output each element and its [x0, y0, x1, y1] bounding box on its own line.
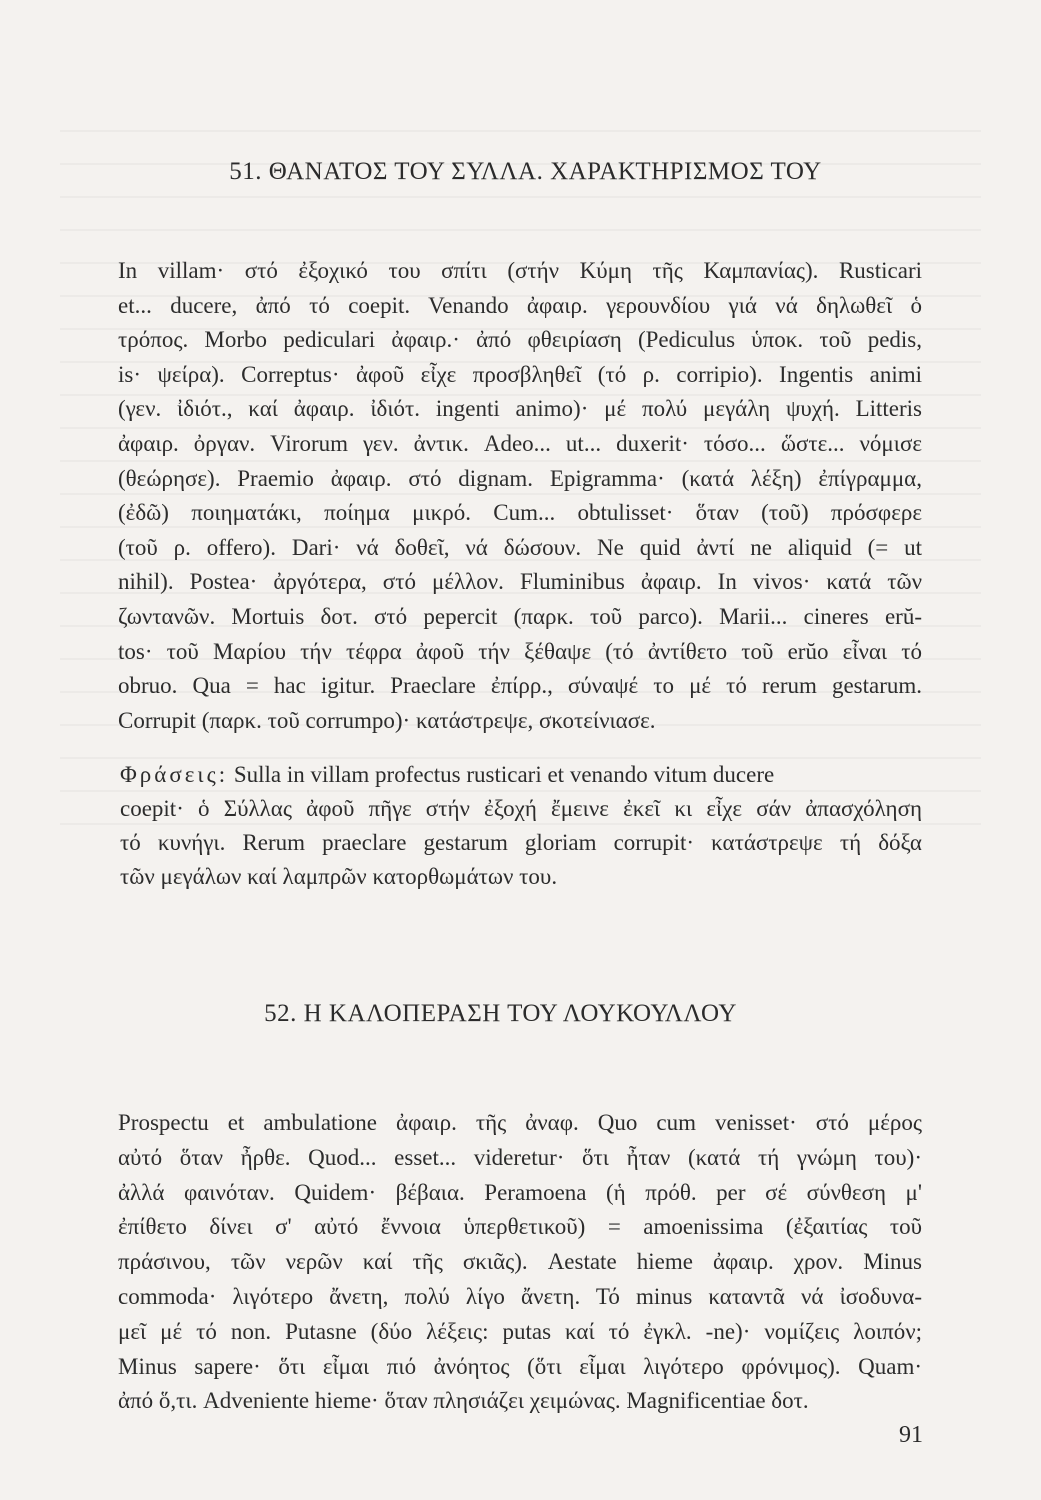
- text-line: commoda· λιγότερο ἄνετη, πολύ λίγο ἄνετη. Τό minus καταντᾶ νά ἰσοδυνα-: [118, 1284, 922, 1309]
- text-line: ἀλλά φαινόταν. Quidem· βέβαια. Peramoena (ἡ πρόθ. per σέ σύνθεση μ': [118, 1179, 922, 1205]
- page-number: 91: [899, 1422, 923, 1448]
- phrases-line-3: τό κυνήγι. Rerum praeclare gestarum gloriam corrupit· κατάστρεψε τή δόξα: [120, 830, 922, 855]
- text-line: et... ducere, ἀπό τό coepit. Venando ἀφαιρ. γερουνδίου γιά νά δηλωθεῖ ὁ: [118, 292, 922, 318]
- text-line: μεῖ μέ τό non. Putasne (δύο λέξεις: putas καί τό ἐγκλ. -ne)· νομίζεις λοιπόν;: [118, 1318, 922, 1344]
- text-line: ζωντανῶν. Mortuis δοτ. στό pepercit (παρκ. τοῦ parco). Marii... cineres erŭ-: [118, 604, 923, 629]
- text-line: is· ψείρα). Correptus· ἀφοῦ εἶχε προσβληθεῖ (τό ρ. corripio). Ingentis animi: [118, 361, 922, 387]
- phrases-line-1: [120, 760, 922, 790]
- text-line: αὐτό ὅταν ἦρθε. Quod... esset... videretur· ὅτι ἦταν (κατά τή γνώμη του)·: [118, 1144, 922, 1170]
- phrases-text: Sulla in villam profectus rusticari et venando vitum ducere: [233, 762, 775, 787]
- text-line: nihil). Postea· ἀργότερα, στό μέλλον. Fluminibus ἀφαιρ. In vivos· κατά τῶν: [118, 569, 922, 595]
- text-line: (ἐδῶ) ποιηματάκι, ποίημα μικρό. Cum... obtulisset· ὅταν (τοῦ) πρόσφερε: [118, 500, 922, 526]
- text-line: ἐπίθετο δίνει σ' αὐτό ἔννοια ὑπερθετικοῦ) = amoenissima (ἐξαιτίας τοῦ: [118, 1214, 922, 1240]
- phrases-label: Φράσεις:: [120, 762, 229, 787]
- text-line: ἀπό ὅ,τι. Adveniente hieme· ὅταν πλησιάζει χειμώνας. Magnificentiae δοτ.: [118, 1388, 809, 1414]
- text-line: ἀφαιρ. ὀργαν. Virorum γεν. ἀντικ. Adeo... ut... duxerit· τόσο... ὥστε... νόμισε: [118, 431, 922, 456]
- phrases-line-2: coepit· ὁ Σύλλας ἀφοῦ πῆγε στήν ἐξοχή ἔμεινε ἐκεῖ κι εἶχε σάν ἀπασχόληση: [120, 796, 922, 821]
- text-line: (τοῦ ρ. offero). Dari· νά δοθεῖ, νά δώσουν. Ne quid ἀντί ne aliquid (= ut: [118, 534, 922, 560]
- text-line: (θεώρησε). Praemio ἀφαιρ. στό dignam. Epigramma· (κατά λέξη) ἐπίγραμμα,: [118, 465, 922, 491]
- section-52-heading: 52. Η ΚΑΛΟΠΕΡΑΣΗ ΤΟΥ ΛΟΥΚΟΥΛΛΟΥ: [264, 1000, 737, 1027]
- text-line: tos· τοῦ Μαρίου τήν τέφρα ἀφοῦ τήν ξέθαψε (τό ἀντίθετο τοῦ erŭo εἶναι τό: [118, 638, 922, 664]
- section-51-heading: 51. ΘΑΝΑΤΟΣ ΤΟΥ ΣΥΛΛΑ. ΧΑΡΑΚΤΗΡΙΣΜΟΣ ΤΟΥ: [229, 158, 822, 185]
- text-line: Corrupit (παρκ. τοῦ corrumpo)· κατάστρεψε, σκοτείνιασε.: [118, 707, 656, 733]
- text-line: τρόπος. Morbo pediculari ἀφαιρ.· ἀπό φθειρίαση (Pediculus ὑποκ. τοῦ pedis,: [118, 327, 922, 353]
- text-line: πράσινου, τῶν νερῶν καί τῆς σκιᾶς). Aestate hieme ἀφαιρ. χρον. Minus: [118, 1249, 922, 1275]
- text-line: Prospectu et ambulatione ἀφαιρ. τῆς ἀναφ. Quo cum venisset· στό μέρος: [118, 1110, 922, 1135]
- text-line: In villam· στό ἐξοχικό του σπίτι (στήν Κύμη τῆς Καμπανίας). Rusticari: [118, 258, 922, 283]
- text-line: Minus sapere· ὅτι εἶμαι πιό ἀνόητος (ὅτι εἶμαι λιγότερο φρόνιμος). Quam·: [118, 1353, 922, 1379]
- phrases-line-4: τῶν μεγάλων καί λαμπρῶν κατορθωμάτων του.: [120, 864, 558, 889]
- text-line: (γεν. ἰδιότ., καί ἀφαιρ. ἰδιότ. ingenti animo)· μέ πολύ μεγάλη ψυχή. Litteris: [118, 396, 922, 422]
- text-line: obruo. Qua = hac igitur. Praeclare ἐπίρρ., σύναψέ το μέ τό rerum gestarum.: [118, 673, 922, 699]
